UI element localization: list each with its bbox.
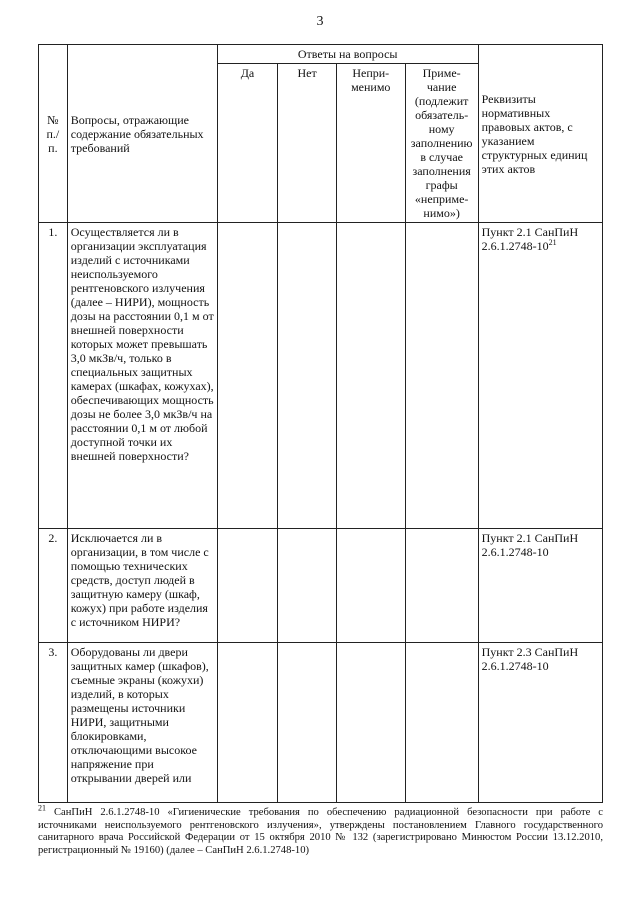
page-number: 3 [316,14,324,29]
table-row [39,223,603,529]
answer-na-cell[interactable] [336,643,405,803]
row-question: Осуществляется ли в организации эксплуатация изделий с источниками неиспользуемого рентгеновского излучения (далее – НИРИ), мощность дозы на расстоянии 0,1 м от внешней поверхности которых может превышать 3,0 мкЗв/ч, только в специальных защитных камерах (шкафах, кожухах), обеспечивающих мощность дозы не более 3,0 мкЗв/ч на расстоянии 0,1 м от любой доступной точки их внешней поверхности? [67,223,217,529]
header-requisites: Реквизиты нормативных правовых актов, с указанием структурных единиц этих актов [478,45,602,223]
footnote-mark: 21 [38,803,46,813]
footnote-divider [38,802,213,803]
row-number: 1. [39,223,68,529]
header-not-applicable: Непри-менимо [336,64,405,223]
checklist-table [38,44,603,803]
answer-no-cell[interactable] [278,643,337,803]
answer-no-cell[interactable] [278,529,337,643]
footnote-ref: 21 [548,238,557,247]
row-question: Исключается ли в организации, в том числе с помощью технических средств, доступ людей в защитную камеру (шкаф, кожух) при работе изделия с источником НИРИ? [67,529,217,643]
answer-na-cell[interactable] [336,223,405,529]
answer-no-cell[interactable] [278,223,337,529]
row-requisite: Пункт 2.1 СанПиН 2.6.1.2748-10 [478,529,602,643]
row-requisite [478,223,602,529]
footnote [38,803,604,857]
answer-na-cell[interactable] [336,529,405,643]
requisite-text: Пункт 2.1 СанПиН 2.6.1.2748-10 [481,225,579,253]
row-number: 3. [39,643,68,803]
table-row [39,643,603,803]
answer-note-cell[interactable] [405,223,478,529]
header-no: Нет [278,64,337,223]
row-requisite: Пункт 2.3 СанПиН 2.6.1.2748-10 [478,643,602,803]
header-note: Приме-чание (подлежит обязатель-ному заполнению в случае заполнения графы «неприме-нимо») [405,64,478,223]
header-answers-group: Ответы на вопросы [217,45,478,64]
header-question: Вопросы, отражающие содержание обязательных требований [67,45,217,223]
row-question: Оборудованы ли двери защитных камер (шкафов), съемные экраны (кожухи) изделий, в которых размещены источники НИРИ, защитными блокировками, отключающими высокое напряжение при открывании дверей или [67,643,217,803]
answer-yes-cell[interactable] [217,643,278,803]
header-yes: Да [217,64,278,223]
answer-note-cell[interactable] [405,529,478,643]
answer-yes-cell[interactable] [217,529,278,643]
footnote-text: СанПиН 2.6.1.2748-10 «Гигиенические требования по обеспечению радиационной безопасности при работе с источниками неиспользуемого рентгеновского излучения», утверждены постановлением Главного государственного санитарного врача Российской Федерации от 15 октября 2010 № 132 (зарегистрировано Минюстом России 13.12.2010, регистрационный № 19160) (далее – СанПиН 2.6.1.2748-10) [38,807,604,856]
answer-note-cell[interactable] [405,643,478,803]
answer-yes-cell[interactable] [217,223,278,529]
table-row [39,529,603,643]
header-row-1 [39,45,603,64]
header-num: № п./п. [39,45,68,223]
row-number: 2. [39,529,68,643]
